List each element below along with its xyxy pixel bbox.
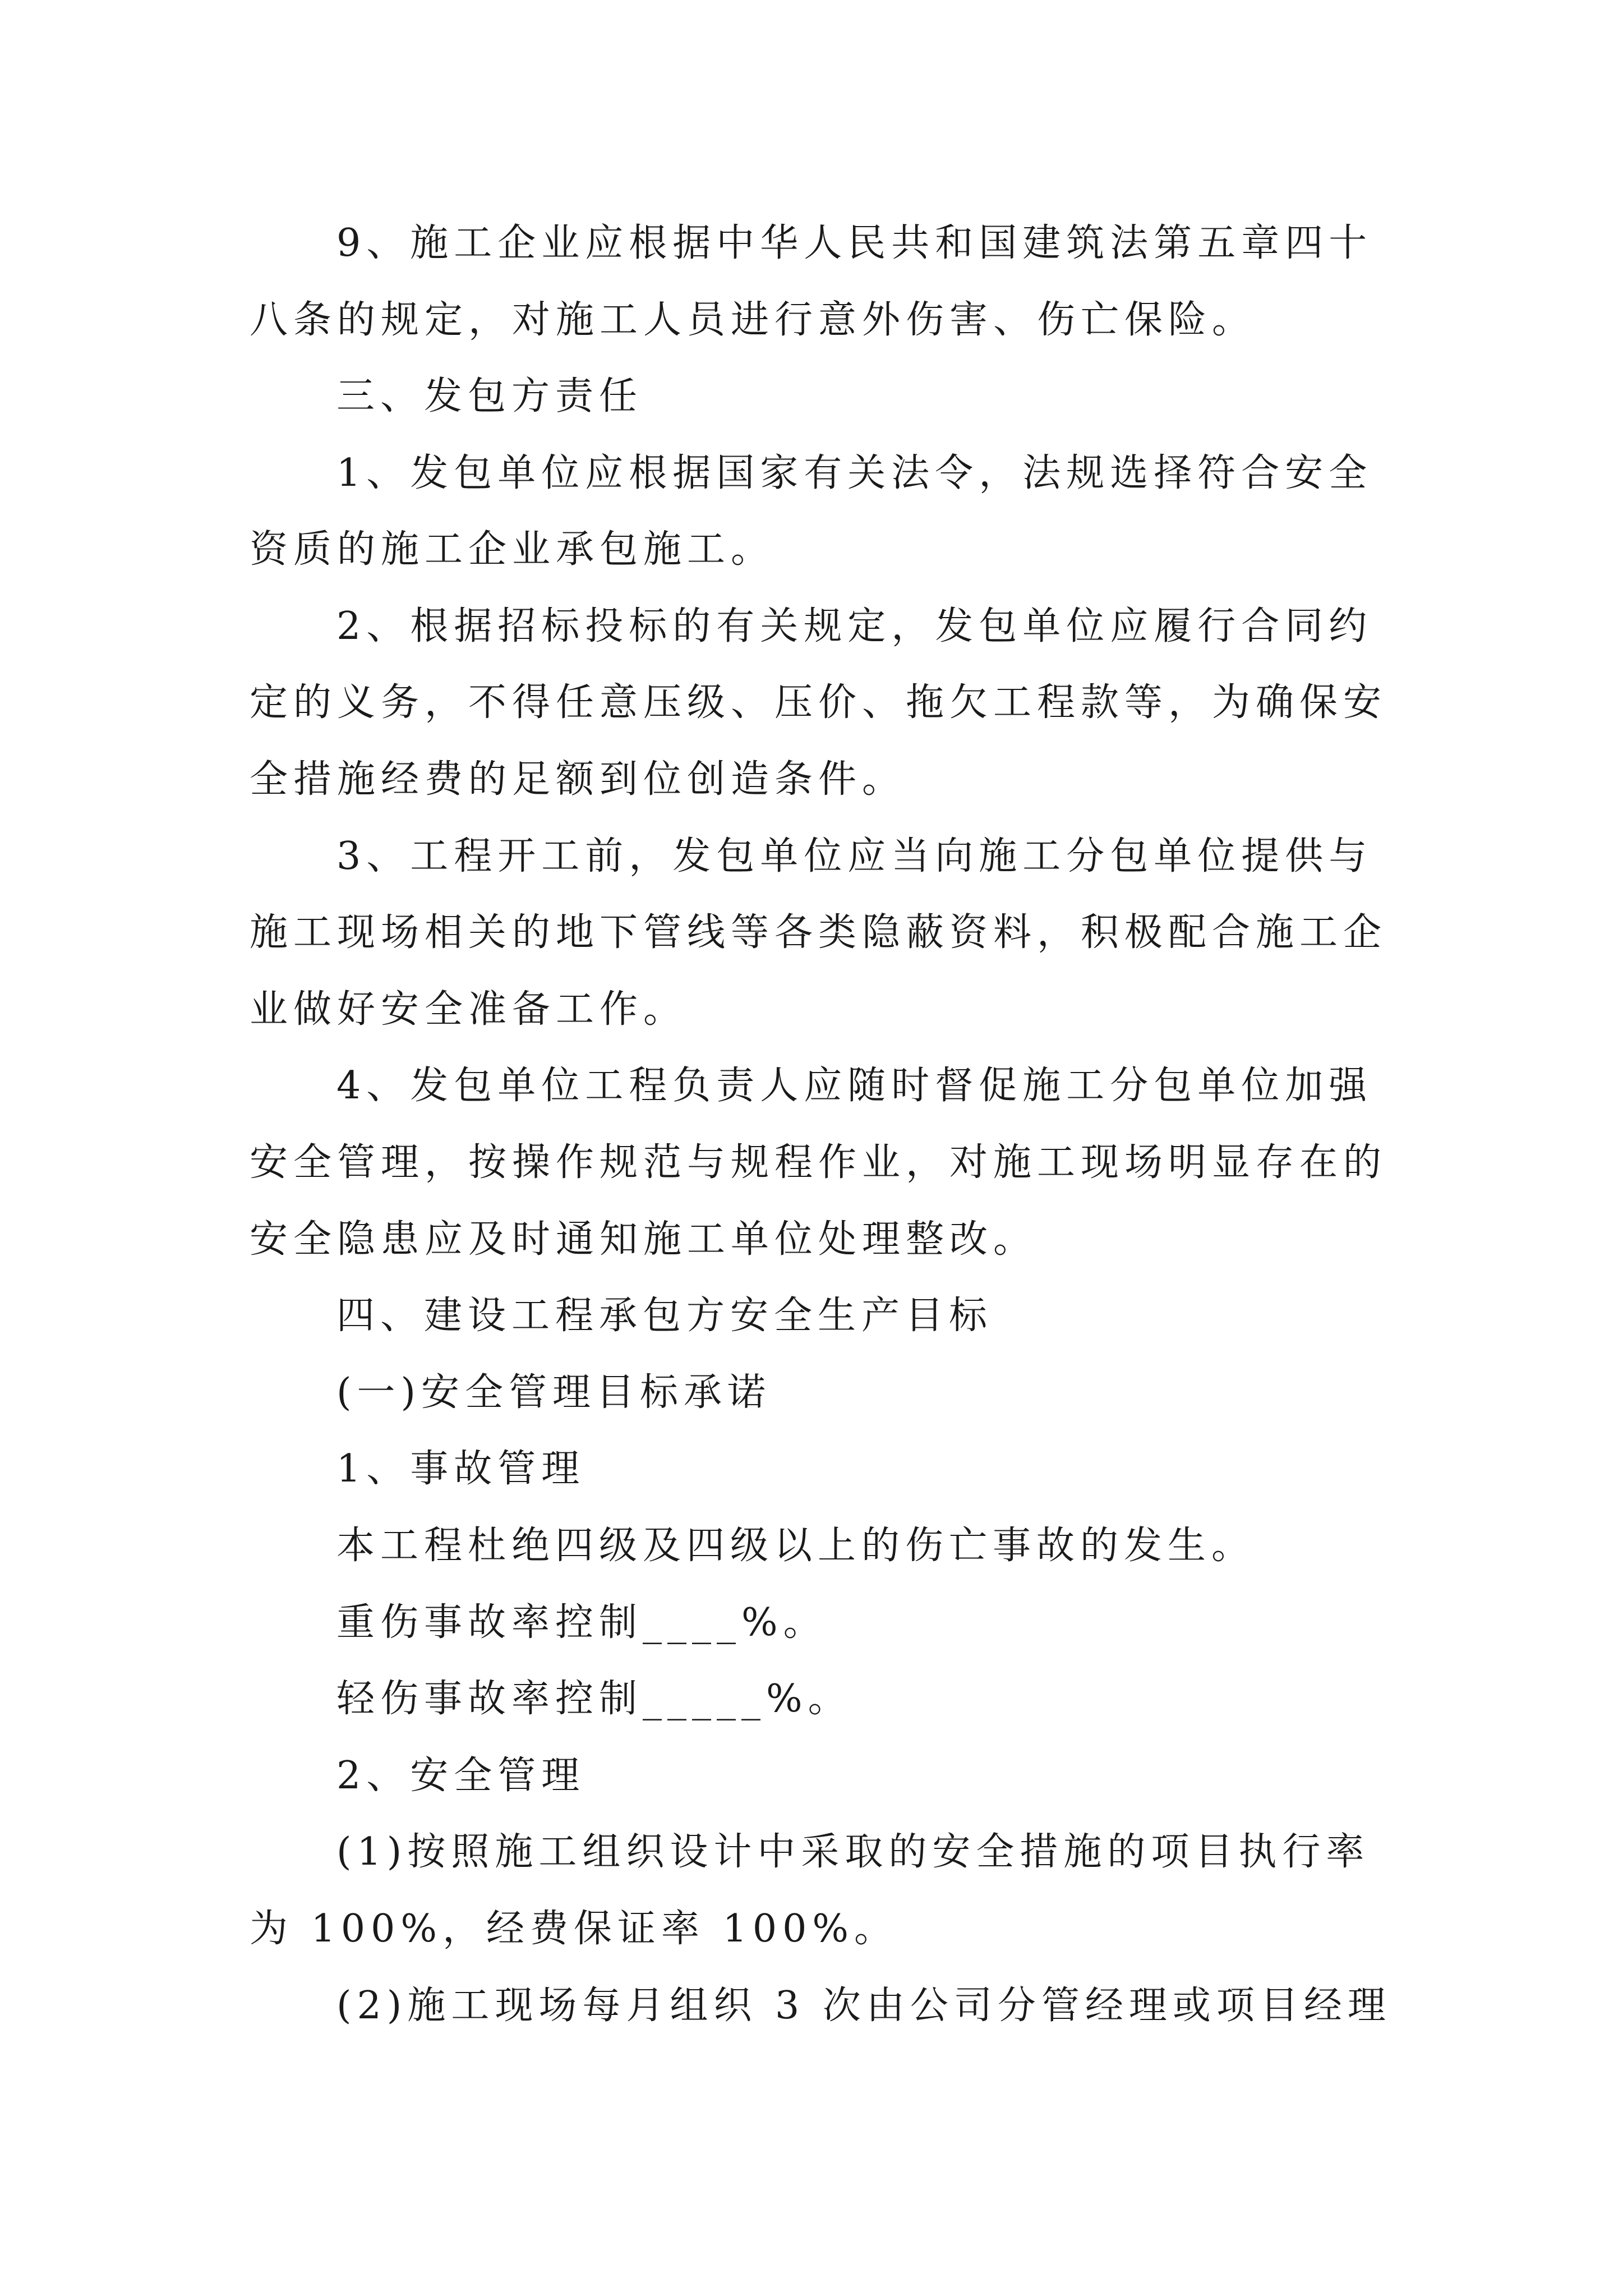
item-heading: 1、事故管理 bbox=[336, 1447, 585, 1491]
paragraph-line: (1)按照施工组织设计中采取的安全措施的项目执行率 bbox=[336, 1830, 1370, 1874]
fill-in-line: 重伤事故率控制____%。 bbox=[336, 1600, 827, 1645]
section-heading: 三、发包方责任 bbox=[336, 374, 643, 418]
paragraph-line: 为 100%，经费保证率 100%。 bbox=[250, 1907, 898, 1951]
paragraph-line: 9、施工企业应根据中华人民共和国建筑法第五章四十 bbox=[336, 221, 1373, 265]
paragraph-line: (2)施工现场每月组织 3 次由公司分管经理或项目经理 bbox=[336, 1984, 1391, 2028]
paragraph-line: 八条的规定，对施工人员进行意外伤害、伤亡保险。 bbox=[250, 298, 1256, 342]
paragraph-line: 业做好安全准备工作。 bbox=[250, 987, 688, 1032]
subsection-heading: (一)安全管理目标承诺 bbox=[336, 1370, 772, 1415]
paragraph-line: 3、工程开工前，发包单位应当向施工分包单位提供与 bbox=[336, 834, 1373, 878]
item-heading: 2、安全管理 bbox=[336, 1754, 585, 1798]
paragraph-line: 2、根据招标投标的有关规定，发包单位应履行合同约 bbox=[336, 604, 1373, 648]
paragraph-line: 资质的施工企业承包施工。 bbox=[250, 527, 775, 572]
paragraph-line: 定的义务，不得任意压级、压价、拖欠工程款等，为确保安 bbox=[250, 680, 1387, 725]
paragraph-line: 4、发包单位工程负责人应随时督促施工分包单位加强 bbox=[336, 1064, 1373, 1108]
paragraph-line: 安全隐患应及时通知施工单位处理整改。 bbox=[250, 1217, 1038, 1262]
paragraph-line: 安全管理，按操作规范与规程作业，对施工现场明显存在的 bbox=[250, 1140, 1387, 1185]
paragraph-line: 本工程杜绝四级及四级以上的伤亡事故的发生。 bbox=[336, 1524, 1256, 1568]
paragraph-line: 施工现场相关的地下管线等各类隐蔽资料，积极配合施工企 bbox=[250, 910, 1387, 955]
section-heading: 四、建设工程承包方安全生产目标 bbox=[336, 1294, 993, 1338]
fill-in-line: 轻伤事故率控制_____%。 bbox=[336, 1677, 852, 1721]
paragraph-line: 全措施经费的足额到位创造条件。 bbox=[250, 757, 906, 802]
paragraph-line: 1、发包单位应根据国家有关法令，法规选择符合安全 bbox=[336, 451, 1373, 495]
